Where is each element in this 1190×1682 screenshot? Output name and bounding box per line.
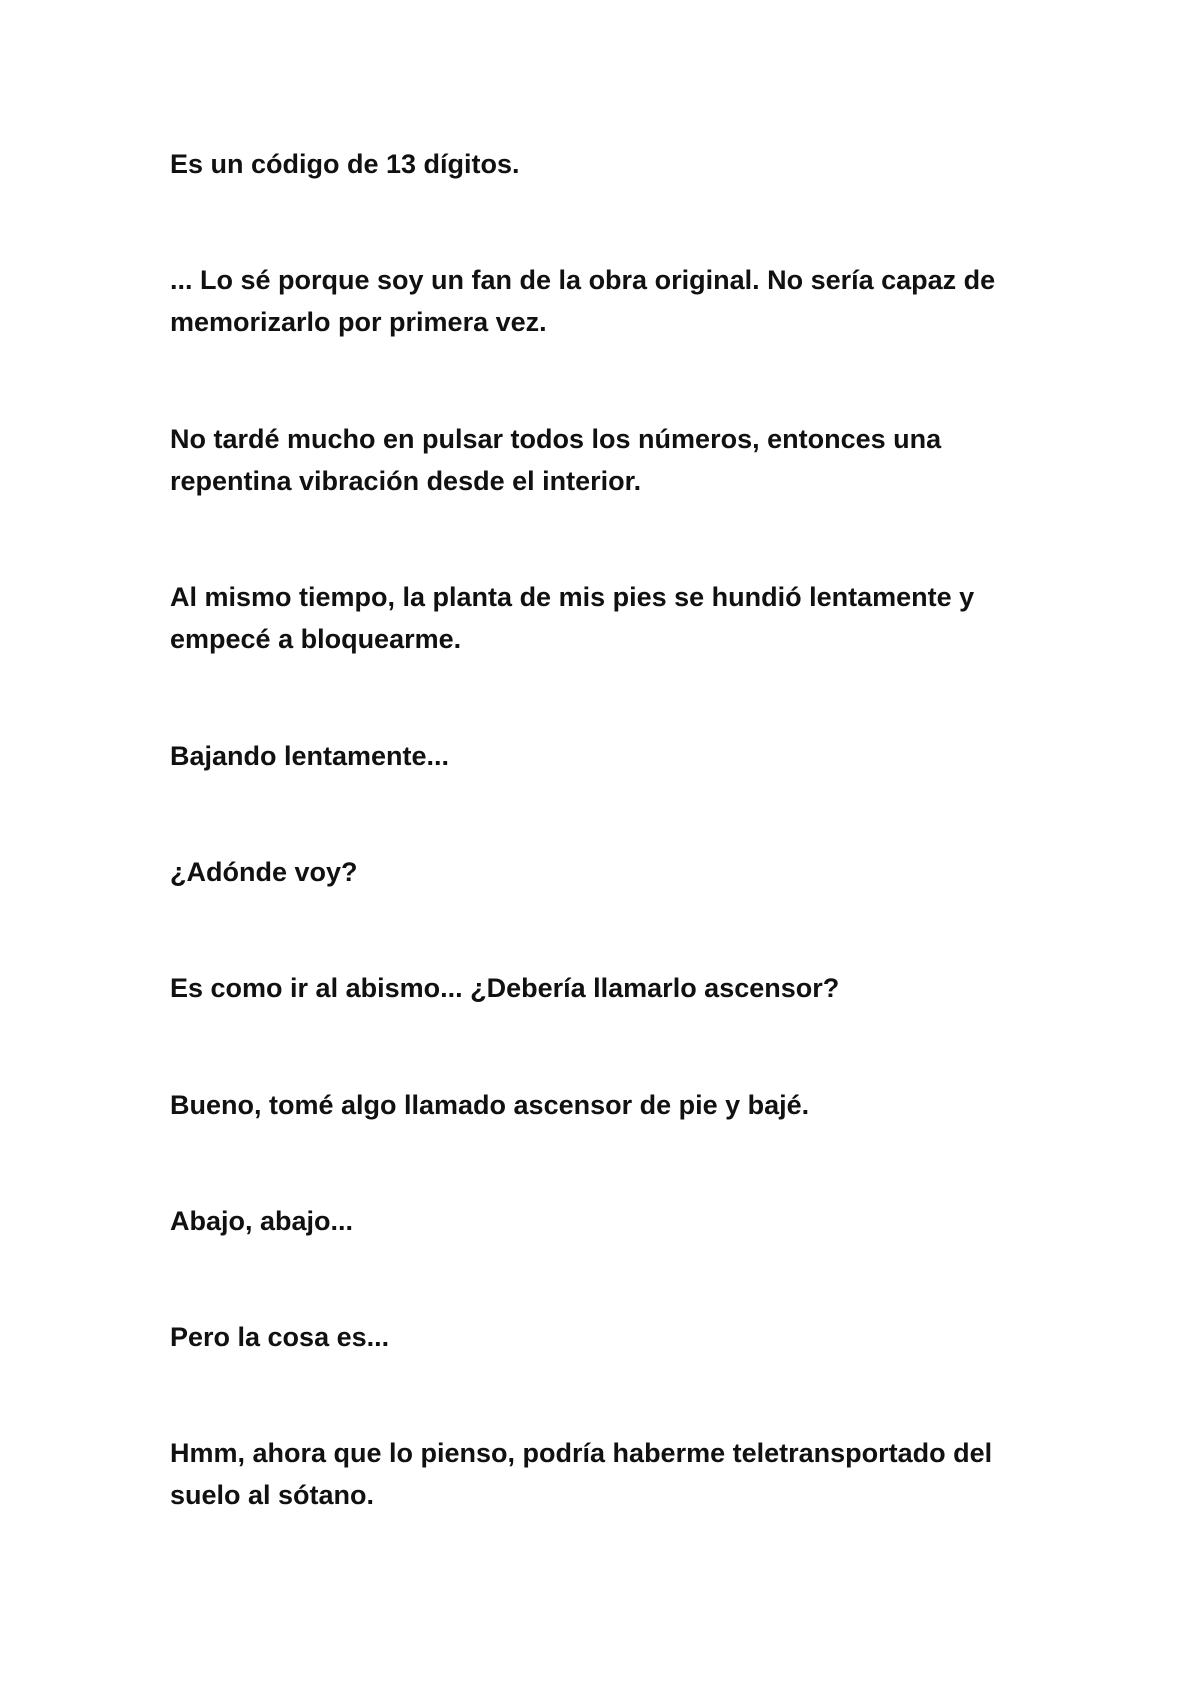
paragraph: Al mismo tiempo, la planta de mis pies se hundió lentamente y empecé a bloquearme. — [170, 582, 975, 654]
paragraph: Bueno, tomé algo llamado ascensor de pie y bajé. — [170, 1090, 810, 1120]
paragraph: Pero la cosa es... — [170, 1322, 390, 1352]
paragraph: Bajando lentamente... — [170, 741, 450, 771]
paragraph: No tardé mucho en pulsar todos los números, entonces una repentina vibración desde el interior. — [170, 424, 942, 496]
paragraph: Abajo, abajo... — [170, 1206, 354, 1236]
paragraph: ¿Adónde voy? — [170, 857, 358, 887]
paragraph: Es como ir al abismo... ¿Debería llamarlo ascensor? — [170, 973, 840, 1003]
paragraph: Hmm, ahora que lo pienso, podría haberme teletransportado del suelo al sótano. — [170, 1438, 993, 1510]
paragraph: Es un código de 13 dígitos. — [170, 149, 520, 179]
paragraph: ... Lo sé porque soy un fan de la obra original. No sería capaz de memorizarlo por primera vez. — [170, 265, 996, 337]
